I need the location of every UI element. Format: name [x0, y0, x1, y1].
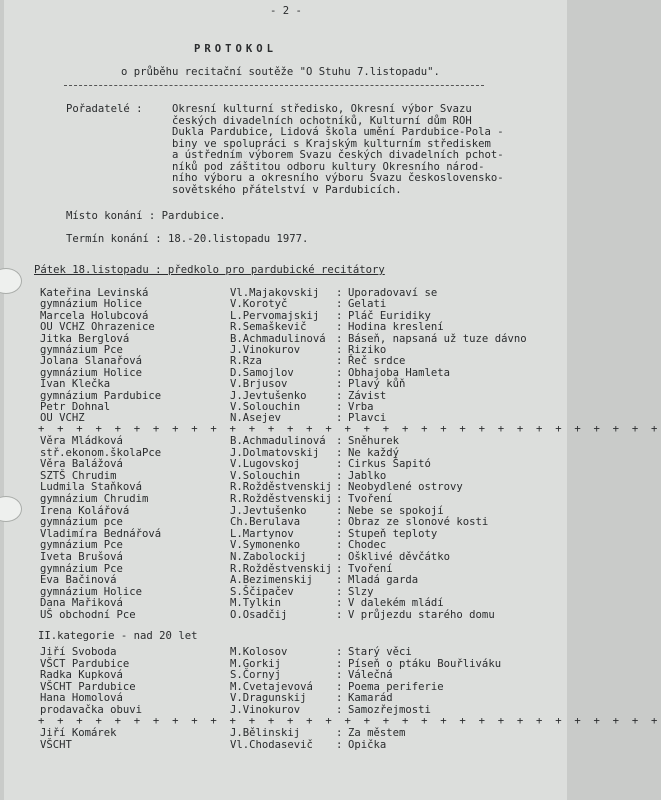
poem-title: Neobydlené ostrovy — [348, 481, 463, 494]
colon-separator: : — [336, 309, 343, 322]
poem-title: Obraz ze slonové kosti — [348, 516, 489, 529]
poem-author: M.Kolosov — [230, 646, 288, 658]
colon-separator: : — [336, 321, 343, 334]
poem-author: M.Tylkin — [230, 597, 282, 610]
poem-author: V.Dragunskij — [230, 692, 307, 705]
participant-info: prodavačka obuvi — [40, 704, 143, 716]
poem-author: V.Brjusov — [230, 378, 288, 391]
colon-separator: : — [336, 727, 343, 739]
colon-separator: : — [336, 539, 343, 552]
poem-author: V.Korotyč — [230, 298, 288, 311]
participant-info: gymnázium Pce — [40, 344, 123, 356]
participant-info: OU VCHZ — [40, 412, 85, 425]
organizers-line: Dukla Pardubice, Lidová škola umění Pardubice-Pola - — [172, 126, 504, 138]
poem-title: Opička — [348, 738, 387, 751]
participant-info: VŠCHT Pardubice — [40, 680, 136, 693]
poem-author: R.Rza — [230, 355, 262, 368]
colon-separator: : — [336, 332, 343, 345]
participant-info: gymnázium pce — [40, 516, 123, 529]
poem-author: V.Symonenko — [230, 539, 301, 552]
poem-author: J.Vinokurov — [230, 704, 301, 716]
colon-separator: : — [336, 704, 343, 716]
colon-separator: : — [336, 646, 343, 658]
participant-row — [4, 610, 567, 622]
poem-author: N.Zabolockij — [230, 551, 307, 563]
poem-title: Cirkus Šapitó — [348, 458, 431, 471]
colon-separator: : — [336, 504, 343, 517]
poem-title: Píseň o ptáku Bouřliváku — [348, 657, 502, 670]
colon-separator: : — [336, 378, 343, 391]
organizers-line: sovětského přátelství v Pardubicích. — [172, 183, 402, 196]
poem-author: R.Rožděstvenskij — [230, 493, 333, 505]
separator-line: + + + + + + + + + + + + + + + + + + + + + + + + + + + + + + + + + — [38, 423, 661, 435]
poem-title: Báseň, napsaná už tuze dávno — [348, 332, 527, 345]
participant-info: Radka Kupková — [40, 669, 123, 682]
colon-separator: : — [336, 527, 343, 540]
participant-info: Věra Mládková — [40, 435, 123, 447]
colon-separator: : — [336, 562, 343, 575]
poem-author: J.Vinokurov — [230, 344, 301, 356]
poem-title: Uporadovaví se — [348, 287, 438, 299]
colon-separator: : — [336, 669, 343, 682]
poem-title: Stupeň teploty — [348, 527, 438, 540]
participant-info: SZTŠ Chrudim — [40, 469, 117, 482]
colon-separator: : — [336, 469, 343, 482]
participant-row — [4, 402, 567, 414]
organizers-line: biny ve spolupráci s Krajským kulturním střediskem — [172, 137, 491, 150]
poem-author: L.Pervomajskij — [230, 309, 320, 322]
poem-author: S.Ščipačev — [230, 585, 294, 598]
poem-author: B.Achmadulinová — [230, 435, 326, 447]
colon-separator: : — [336, 493, 343, 505]
colon-separator: : — [336, 585, 343, 598]
document-title: PROTOKOL — [194, 43, 278, 55]
poem-title: Ošklivé děvčátko — [348, 551, 451, 563]
poem-author: J.Dolmatovskij — [230, 446, 320, 459]
participant-info: gymnázium Holice — [40, 585, 143, 598]
participant-info: Hana Homolová — [40, 692, 123, 705]
poem-title: Vrba — [348, 401, 374, 413]
colon-separator: : — [336, 516, 343, 529]
organizers-label: Pořadatelé : — [66, 103, 143, 115]
participant-info: gymnázium Holice — [40, 298, 143, 311]
poem-author: V.Solouchin — [230, 469, 301, 482]
subtitle-underline — [64, 85, 484, 86]
poem-title: Ne každý — [348, 446, 400, 459]
colon-separator: : — [336, 355, 343, 368]
participant-info: Jiří Svoboda — [40, 646, 117, 658]
participant-row — [4, 575, 567, 587]
poem-title: Tvoření — [348, 493, 393, 505]
poem-title: Slzy — [348, 585, 374, 598]
colon-separator: : — [336, 692, 343, 705]
poem-title: Gelati — [348, 298, 387, 311]
colon-separator: : — [336, 680, 343, 693]
participant-info: gymnázium Holice — [40, 366, 143, 379]
poem-cell — [336, 740, 386, 752]
poem-title: Mladá garda — [348, 574, 419, 587]
colon-separator: : — [336, 446, 343, 459]
organizers-line: českých divadelních ochotníků, Kulturní dům ROH — [172, 114, 472, 127]
participant-row — [4, 517, 567, 529]
poem-title: Chodec — [348, 539, 387, 552]
poem-author: J.Bělinskij — [230, 727, 301, 739]
participant-row — [4, 670, 567, 682]
participant-info: Iveta Brušová — [40, 551, 123, 563]
poem-title: Závist — [348, 389, 387, 402]
participant-info: Marcela Holubcová — [40, 309, 149, 322]
poem-author: M.Gorkij — [230, 657, 282, 670]
participant-row — [4, 459, 567, 471]
poem-author: A.Bezimenskij — [230, 574, 313, 587]
poem-author: R.Semaškevič — [230, 321, 307, 334]
poem-author: Vl.Chodasevič — [230, 738, 313, 751]
colon-separator: : — [336, 458, 343, 471]
colon-separator: : — [336, 287, 343, 299]
poem-title: Sněhurek — [348, 435, 400, 447]
poem-author: L.Martynov — [230, 527, 294, 540]
participant-info: Věra Balážová — [40, 458, 123, 471]
poem-title: Starý věci — [348, 646, 412, 658]
participant-row — [4, 379, 567, 391]
participant-info: Jiří Komárek — [40, 727, 117, 739]
colon-separator: : — [336, 298, 343, 311]
poem-title: Samozřejmosti — [348, 704, 431, 716]
participant-row — [4, 552, 567, 564]
colon-separator: : — [336, 551, 343, 563]
participant-info: Irena Kolářová — [40, 504, 130, 517]
participant-info: stř.ekonom.školaPce — [40, 446, 162, 459]
colon-separator: : — [336, 344, 343, 356]
poem-author: S.Čornyj — [230, 669, 282, 682]
poem-title: Válečná — [348, 669, 393, 682]
colon-separator: : — [336, 389, 343, 402]
participant-info: Ludmila Staňková — [40, 481, 143, 494]
section-friday-heading: Pátek 18.listopadu : předkolo pro pardubické recitátory — [34, 264, 385, 276]
venue-line: Místo konání : Pardubice. — [66, 210, 226, 222]
poem-cell — [336, 610, 495, 622]
poem-title: Plavci — [348, 412, 387, 425]
poem-title: Hodina kreslení — [348, 321, 444, 334]
participant-info: OU VCHZ Ohrazenice — [40, 321, 155, 334]
poem-title: Obhajoba Hamleta — [348, 366, 451, 379]
colon-separator: : — [336, 481, 343, 494]
colon-separator: : — [336, 366, 343, 379]
poem-author: V.Solouchin — [230, 401, 301, 413]
poem-author: N.Asejev — [230, 412, 282, 425]
colon-separator: : — [336, 435, 343, 447]
poem-author: M.Cvetajevová — [230, 680, 313, 693]
organizers-text — [172, 104, 562, 196]
participant-info: Jitka Berglová — [40, 332, 130, 345]
colon-separator: : — [336, 657, 343, 670]
colon-separator: : — [336, 609, 343, 621]
poem-title: Plavý kůň — [348, 378, 406, 391]
poem-author: J.Jevtušenko — [230, 504, 307, 517]
colon-separator: : — [336, 574, 343, 587]
participant-info: Ivan Klečka — [40, 378, 111, 391]
poem-title: Řeč srdce — [348, 355, 406, 368]
poem-author: R.Rožděstvenskij — [230, 562, 333, 575]
dates-line: Termín konání : 18.-20.listopadu 1977. — [66, 233, 309, 245]
participant-row — [4, 728, 567, 740]
separator-line: + + + + + + + + + + + + + + + + + + + + + + + + + + + + + + + + + — [38, 715, 661, 727]
colon-separator: : — [336, 597, 343, 610]
participant-row — [4, 494, 567, 506]
poem-author: B.Achmadulinová — [230, 332, 326, 345]
participant-info: Kateřina Levinská — [40, 287, 149, 299]
participant-info: VŠCT Pardubice — [40, 657, 130, 670]
poem-author: Ch.Berulava — [230, 516, 301, 529]
participant-info: gymnázium Pardubice — [40, 389, 162, 402]
organizers-line: Okresní kulturní středisko, Okresní výbor Svazu — [172, 103, 472, 115]
poem-author: O.Osadčij — [230, 609, 288, 621]
participant-info: UŠ obchodní Pce — [40, 609, 136, 621]
organizers-line: níků pod záštitou odboru kultury Okresního národ- — [172, 160, 485, 173]
poem-author: R.Rožděstvenskij — [230, 481, 333, 494]
participant-info: Jolana Slanařová — [40, 355, 143, 368]
participant-info: Eva Bačinová — [40, 574, 117, 587]
poem-title: Poema periferie — [348, 680, 444, 693]
poem-author: J.Jevtušenko — [230, 389, 307, 402]
poem-title: Jablko — [348, 469, 387, 482]
poem-title: Nebe se spokojí — [348, 504, 444, 517]
poem-author: D.Samojlov — [230, 366, 294, 379]
poem-title: V dalekém mládí — [348, 597, 444, 610]
poem-title: Kamarád — [348, 692, 393, 705]
poem-title: Pláč Euridiky — [348, 309, 431, 322]
colon-separator: : — [336, 401, 343, 413]
participant-info: gymnázium Pce — [40, 539, 123, 552]
participant-info: Vladimíra Bednářová — [40, 527, 162, 540]
participant-info: Dana Mařiková — [40, 597, 123, 610]
poem-author: Vl.Majakovskij — [230, 287, 320, 299]
poem-title: Za městem — [348, 727, 406, 739]
section-category-heading: II.kategorie - nad 20 let — [38, 630, 198, 642]
participant-info: Petr Dohnal — [40, 401, 111, 413]
page-number: - 2 - — [270, 5, 302, 17]
poem-title: V průjezdu starého domu — [348, 609, 495, 621]
participant-info: VŠCHT — [40, 738, 72, 751]
poem-title: Riziko — [348, 344, 387, 356]
organizers-line: a ústředním výborem Svazu českých divadelních pchot- — [172, 149, 504, 161]
participant-info: gymnázium Chrudim — [40, 493, 149, 505]
colon-separator: : — [336, 738, 343, 751]
organizers-line: ního výboru a okresního výboru Svazu československo- — [172, 172, 504, 184]
colon-separator: : — [336, 412, 343, 425]
poem-title: Tvoření — [348, 562, 393, 575]
document-subtitle: o průběhu recitační soutěže "O Stuhu 7.listopadu". — [121, 66, 440, 78]
participant-row — [4, 436, 567, 448]
poem-author: V.Lugovskoj — [230, 458, 301, 471]
document-page — [4, 0, 661, 800]
participant-info: gymnázium Pce — [40, 562, 123, 575]
participant-row — [4, 740, 567, 752]
